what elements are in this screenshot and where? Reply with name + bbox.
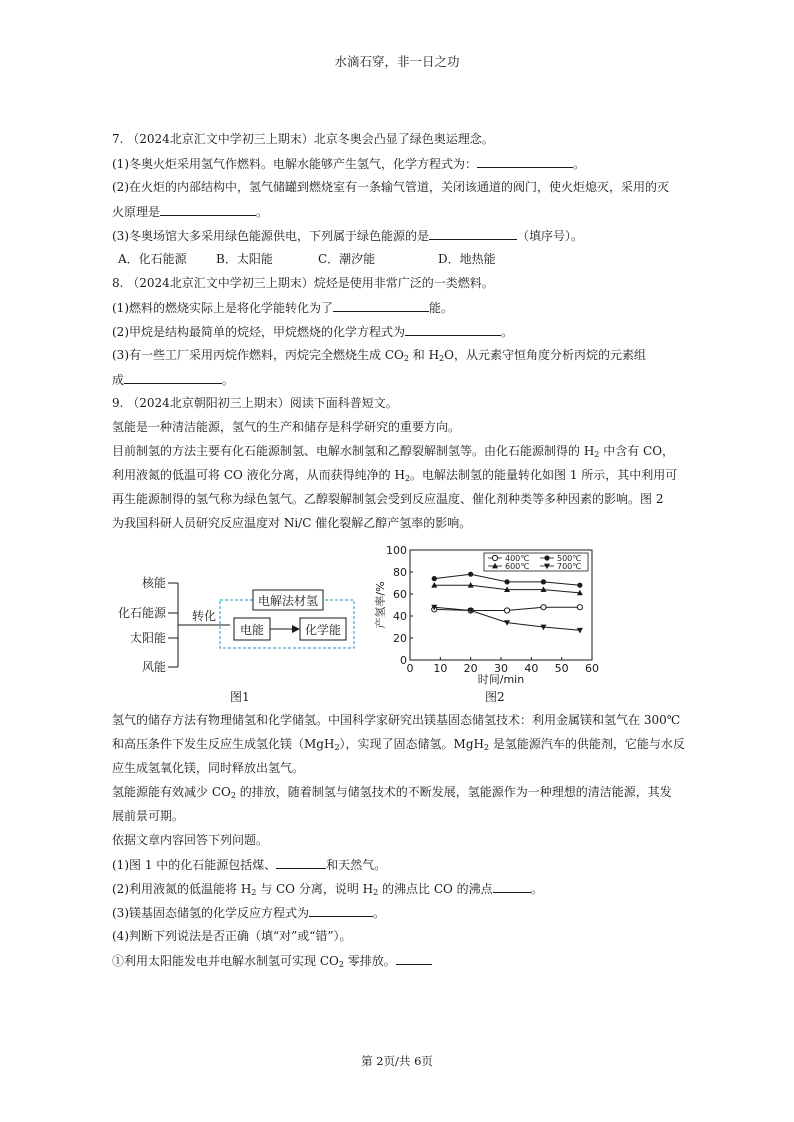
y-tick-label: 80	[393, 566, 407, 579]
x-tick-label: 50	[554, 662, 569, 675]
x-tick-label: 20	[463, 662, 478, 675]
data-point-1-1	[468, 572, 473, 577]
arrow-head	[292, 625, 300, 633]
q9-question2: (2)利用液氮的低温能将 $H_2$ 与 CO 分离，说明 $H_2$ 的沸点比 CO 的沸点 。	[112, 882, 543, 897]
q9-para2a: 目前制氢的方法主要有化石能源制氢、电解水制氢和乙醇裂解制氢等。由化石能源制得的 $H_2$ 中含有 CO，	[112, 444, 675, 459]
x-tick-label: 10	[433, 662, 448, 675]
legend-label: 500℃	[557, 554, 582, 563]
q7-part3: (3)冬奥场馆大多采用绿色能源供电，下列属于绿色能源的是 （填序号）。	[112, 229, 584, 243]
q9-question1: (1)图 1 中的化石能源包括煤、 和天然气。	[112, 858, 387, 872]
x-tick-label: 30	[494, 662, 508, 675]
q9-para2b: 利用液氮的低温可将 CO 液化分离，从而获得纯净的 $H_2$。电解法制氢的能量转化如图 1 所示，其中利用可	[112, 468, 678, 483]
data-point-1-3	[541, 579, 546, 584]
q9-para2d: 为我国科研人员研究反应温度对 Ni/C 催化裂解乙醇产氢率的影响。	[112, 516, 472, 530]
q7-stem: 7. （2024北京汇文中学初三上期末）北京冬奥会凸显了绿色奥运理念。	[112, 132, 494, 146]
electric-energy-label: 电能	[239, 623, 265, 637]
answer-blank[interactable]	[477, 155, 573, 168]
legend-marker	[492, 555, 497, 560]
answer-blank[interactable]	[405, 323, 501, 336]
bracket-lines	[168, 583, 230, 667]
x-tick-label: 60	[585, 662, 599, 675]
q9-para3c: 应生成氢氧化镁，同时释放出氢气。	[112, 761, 305, 775]
legend-label: 400℃	[505, 554, 530, 563]
answer-blank[interactable]	[333, 299, 429, 312]
option-a[interactable]: A．化石能源	[118, 252, 187, 266]
q9-para4a: 氢能源能有效减少 $CO_2$ 的排放，随着制氢与储氢技术的不断发展，氢能源作为一种理想的清洁能源，其发	[112, 785, 672, 800]
chemical-energy-label: 化学能	[304, 623, 342, 637]
y-tick-label: 20	[393, 632, 407, 645]
y-tick-label: 60	[393, 588, 407, 601]
legend-label: 600℃	[505, 562, 530, 571]
data-point-0-4	[577, 605, 582, 610]
data-point-1-4	[577, 583, 582, 588]
q7-part2b: 火原理是 。	[112, 205, 269, 219]
electrolysis-label: 电解法材氢	[257, 594, 319, 608]
q7-options	[118, 251, 496, 267]
data-point-0-3	[541, 605, 546, 610]
page-number: 第 2页/共 6页	[361, 1054, 433, 1068]
answer-blank[interactable]	[160, 203, 256, 216]
answer-blank[interactable]	[124, 371, 222, 384]
data-point-3-4	[577, 628, 583, 634]
legend-marker	[544, 555, 549, 560]
convert-label: 转化	[191, 609, 217, 623]
answer-blank[interactable]	[396, 952, 432, 965]
q8-stem: 8. （2024北京汇文中学初三上期末）烷烃是使用非常广泛的一类燃料。	[112, 276, 494, 290]
data-point-0-2	[504, 608, 509, 613]
x-tick-label: 0	[406, 662, 414, 675]
q8-part3a: (3)有一些工厂采用丙烷作燃料，丙烷完全燃烧生成 $CO_2$ 和 $H_2O$，从元素守恒角度分析丙烷的元素组	[112, 348, 646, 363]
q9-question3: (3)镁基固态储氢的化学反应方程式为 。	[112, 906, 386, 920]
answer-blank[interactable]	[429, 227, 517, 240]
q9-question4-1: ①利用太阳能发电并电解水制氢可实现 $CO_2$ 零排放。	[112, 952, 432, 973]
figure-1-caption: 图1	[230, 690, 250, 704]
figure-2-caption: 图2	[485, 690, 505, 704]
q9-para5: 依据文章内容回答下列问题。	[112, 833, 269, 847]
y-axis-label: 产氢率/%	[374, 581, 387, 629]
source-wind: 风能	[141, 660, 166, 674]
answer-blank[interactable]	[276, 856, 326, 869]
q9-para3b: 和高压条件下发生反应生成氢化镁（MgH$_2$），实现了固态储氢。MgH$_2$ 是氢能源汽车的供能剂，它能与水反	[112, 737, 685, 752]
y-tick-label: 0	[400, 654, 407, 667]
q8-part3b: 成 。	[112, 373, 235, 387]
option-b[interactable]: B．太阳能	[216, 252, 273, 266]
source-nuclear: 核能	[141, 576, 166, 590]
source-fossil: 化石能源	[117, 606, 166, 620]
q7-part1: (1)冬奥火炬采用氢气作燃料。电解水能够产生氢气，化学方程式为： 。	[112, 157, 586, 171]
q8-part2: (2)甲烷是结构最简单的烷烃，甲烷燃烧的化学方程式为 。	[112, 325, 514, 339]
q9-para4b: 展前景可期。	[112, 809, 185, 823]
q9-question4: (4)判断下列说法是否正确（填“对”或“错”）。	[112, 929, 352, 943]
option-d[interactable]: D．地热能	[438, 252, 496, 266]
q9-para2c: 再生能源制得的氢气称为绿色氢气。乙醇裂解制氢会受到反应温度、催化剂种类等多种因素的影响。图 2	[112, 492, 664, 506]
q8-part1: (1)燃料的燃烧实际上是将化学能转化为了 能。	[112, 301, 454, 315]
q9-para3a: 氢气的储存方法有物理储氢和化学储氢。中国科学家研究出镁基固态储氢技术：利用金属镁和氢气在 300℃	[112, 713, 681, 727]
q9-para1: 氢能是一种清洁能源，氢气的生产和储存是科学研究的重要方向。	[112, 420, 461, 434]
option-c[interactable]: C．潮汐能	[318, 252, 376, 266]
y-tick-label: 100	[386, 544, 407, 557]
source-solar: 太阳能	[129, 631, 166, 645]
data-point-1-2	[504, 579, 509, 584]
x-tick-label: 40	[524, 662, 539, 675]
page-header-motto: 水滴石穿，非一日之功	[334, 54, 460, 69]
x-axis-label: 时间/min	[477, 673, 525, 686]
data-point-1-0	[432, 576, 437, 581]
q9-stem: 9. （2024北京朝阳初三上期末）阅读下面科普短文。	[112, 396, 398, 410]
y-tick-label: 40	[393, 610, 407, 623]
answer-blank[interactable]	[309, 904, 373, 917]
q7-part2a: (2)在火炬的内部结构中，氢气储罐到燃烧室有一条输气管道，关闭该通道的阀门，使火炬熄灭，采用的灭	[112, 180, 670, 194]
figure-1-diagram	[117, 570, 370, 680]
figure-2-chart	[370, 542, 610, 684]
answer-blank[interactable]	[493, 880, 531, 893]
legend-label: 700℃	[557, 562, 582, 571]
